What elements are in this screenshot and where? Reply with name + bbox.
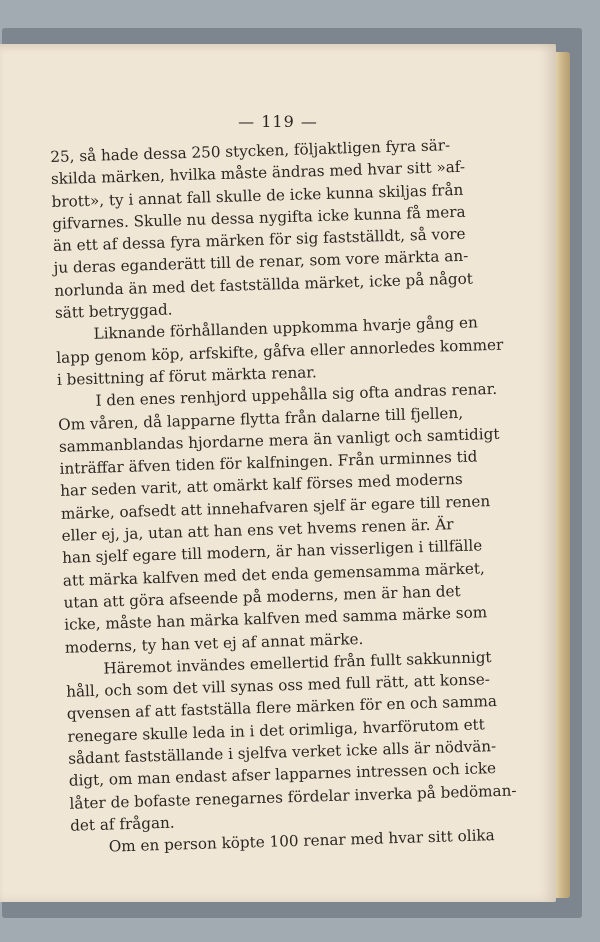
text-line: brott», ty i annat fall skulle de icke kunna skiljas från xyxy=(51,180,464,211)
text-line: utan att göra afseende på moderns, men är han det xyxy=(63,581,461,612)
text-line: Om våren, då lapparne flytta från dalarne till fjellen, xyxy=(57,403,464,434)
text-line: än ett af dessa fyra märken för sig fastställdt, så vore xyxy=(52,224,466,256)
text-line: i besittning af förut märkta renar. xyxy=(56,363,317,389)
text-line: sätt betryggad. xyxy=(54,300,173,323)
text-line: han sjelf egare till modern, är han visserligen i tillfälle xyxy=(61,536,483,568)
text-line: märke, oafsedt att innehafvaren sjelf är egare till renen xyxy=(60,491,491,523)
text-line: qvensen af att fastställa flere märken för en och samma xyxy=(66,692,498,724)
text-line: att märka kalfven med det enda gemensamma märket, xyxy=(62,558,485,590)
text-line: skilda märken, hvilka måste ändras med hvar sitt »af- xyxy=(50,157,466,189)
text-line: håll, och som det vill synas oss med full rätt, att konse- xyxy=(65,670,491,701)
text-line: I den enes renhjord uppehålla sig ofta andras renar. xyxy=(95,380,498,411)
text-line: eller ej, ja, utan att han ens vet hvems renen är. Är xyxy=(61,515,454,545)
text-line: renegare skulle leda in i det orimliga, hvarförutom ett xyxy=(67,715,485,746)
text-line: låter de bofaste renegarnes fördelar inverka på bedöman- xyxy=(69,781,517,813)
text-line: moderns, ty han vet ej af annat märke. xyxy=(64,629,364,657)
text-line: icke, måste han märka kalfven med samma märke som xyxy=(63,603,488,635)
text-line: sådant fastställande i sjelfva verket icke alls är nödvän- xyxy=(67,737,497,768)
text-line: har seden varit, att omärkt kalf förses med moderns xyxy=(59,470,463,501)
page-number: — 119 — xyxy=(238,112,318,131)
text-line: Liknande förhållanden uppkomma hvarje gång en xyxy=(93,313,479,344)
text-line: digt, om man endast afser lapparnes intressen och icke xyxy=(68,759,497,791)
text-line: ju deras eganderätt till de renar, som vore märkta an- xyxy=(53,247,469,278)
text-line: inträffar äfven tiden för kalfningen. Från urminnes tid xyxy=(59,447,478,479)
text-line: 25, så hade dessa 250 stycken, följaktligen fyra sär- xyxy=(50,136,451,166)
book-page xyxy=(0,44,556,902)
page-body xyxy=(50,134,517,859)
text-line: det af frågan. xyxy=(69,813,175,835)
text-line: sammanblandas hjordarne mera än vanligt och samtidigt xyxy=(58,424,500,456)
text-line: Om en person köpte 100 renar med hvar sitt olika xyxy=(108,826,495,856)
text-line: lapp genom köp, arfskifte, gåfva eller annorledes kommer xyxy=(56,335,504,367)
text-line: norlunda än med det fastställda märket, icke på något xyxy=(54,269,474,300)
text-line: gifvarnes. Skulle nu dessa nygifta icke kunna få mera xyxy=(52,202,466,233)
text-line: Häremot invändes emellertid från fullt sakkunnigt xyxy=(103,647,492,678)
